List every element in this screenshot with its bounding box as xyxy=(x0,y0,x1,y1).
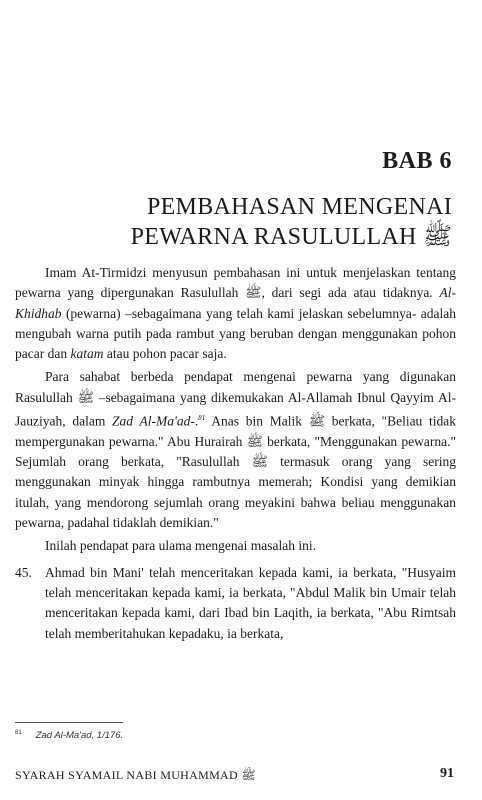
footnote xyxy=(15,730,123,741)
paragraph-2-text-c: Anas bin Malik ﷺ berkata, "Beliau tidak mempergunakan pewarna." Abu Hurairah ﷺ berkata, "Menggunakan pewarna." Sejumlah orang berkata, "Rasulullah ﷺ termasuk orang yang sering menggunakan minyak hingga rambutnya memerah; Kondisi yang demikian itulah, yang mendorong sejumlah orang meyakini bahwa beliau menggunakan pewarna, padahal tidaklah demikian." xyxy=(15,413,457,531)
paragraph-1-text-b: (pewarna) –sebagaimana yang telah kami jelaskan sebelumnya- adalah mengubah warna putih pada rambut yang beruban dengan menggunakan pohon pacar dan xyxy=(15,305,456,362)
footnote-marker: 81 xyxy=(15,730,22,736)
term-katam: katam xyxy=(70,346,104,362)
chapter-number: BAB 6 xyxy=(382,148,452,174)
hadith-item xyxy=(15,563,456,644)
paragraph-1-text-a: Imam At-Tirmidzi menyusun pembahasan ini untuk menjelaskan tentang pewarna yang dipergunakan Rasulullah ﷺ, dari segi ada atau tidaknya. xyxy=(15,265,456,301)
footnote-text: Zad Al-Ma'ad, 1/176. xyxy=(35,730,124,742)
paragraph-1 xyxy=(15,263,456,364)
chapter-title xyxy=(131,192,452,252)
paragraph-1-text-c: atau pohon pacar saja. xyxy=(103,346,227,362)
paragraph-2-text-b: -. xyxy=(190,413,199,429)
body-text xyxy=(15,263,456,644)
paragraph-2-text-a: Para sahabat berbeda pendapat mengenai pewarna yang digunakan Rasulullah ﷺ –sebagaimana yang dikemukakan Al-Allamah Ibnul Qayyim Al-Jauziyah, dalam xyxy=(15,369,456,429)
hadith-number: 45. xyxy=(15,564,32,580)
page-number: 91 xyxy=(440,766,454,781)
term-al-khidhab: Al-Khidhab xyxy=(15,285,456,321)
hadith-text: Ahmad bin Mani' telah menceritakan kepada kami, ia berkata, "Husyaim telah menceritakan kepada kami, ia berkata, "Abdul Malik bin Umair telah menceritakan kepada kami, dari Ibad bin Laqith, ia berkata, "Abu Rimtsah telah memberitahukan kepadaku, ia berkata, xyxy=(45,564,456,641)
footnote-reference: 81 xyxy=(198,414,206,423)
paragraph-2 xyxy=(15,367,456,533)
footnote-divider xyxy=(15,722,123,723)
book-title-zad-al-maad: Zad Al-Ma'ad xyxy=(112,413,191,429)
paragraph-3: Inilah pendapat para ulama mengenai masalah ini. xyxy=(45,538,317,554)
chapter-title-line-2: PEWARNA RASULULLAH ﷺ xyxy=(130,224,452,250)
chapter-title-line-1: PEMBAHASAN MENGENAI xyxy=(146,194,452,220)
running-head: SYARAH SYAMAIL NABI MUHAMMAD ﷺ xyxy=(15,768,256,782)
